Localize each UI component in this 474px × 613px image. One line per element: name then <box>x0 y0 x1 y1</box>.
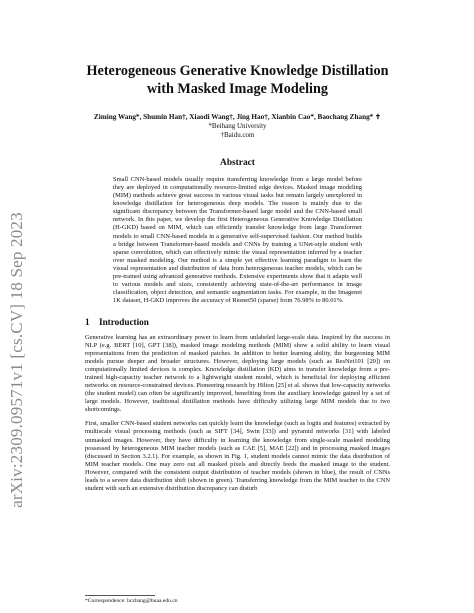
body-paragraph: Generative learning has an extraordinary power to learn from unlabeled large-scale data. Inspired by the success in NLP (e.g. BERT [10], GPT [38]), masked image modeling methods (MIM) show a solid ability to learn visual representations from the prediction of masked patches. In addition to better learning ability, the burgeoning MIM models pursue deeper and broader structures. However, deploying large models (such as ResNet101 [20]) on computationally limited devices is complex. Knowledge distillation (KD) aims to transfer knowledge from a pre-trained high-capacity teacher network to a lightweight student model, which is beneficial for deploying efficient networks on resource-constrained devices. Pioneering research by Hilton [25] et al. shows that low-capacity networks (the student model) can often be significantly improved, benefiting from the auxiliary knowledge gained by a set of large models. However, traditional distillation methods have difficulty utilizing large MIM models due to two shortcomings. <box>85 333 390 414</box>
footnote: *Correspondence: bczhang@buaa.edu.cn <box>85 598 178 604</box>
arxiv-id: arXiv:2309.09571v1 [cs.CV] 18 Sep 2023 <box>7 212 27 508</box>
paper-page <box>85 62 390 499</box>
arxiv-stamp <box>6 150 28 570</box>
abstract-heading: Abstract <box>220 158 255 169</box>
section-heading <box>85 317 390 327</box>
paper-title: Heterogeneous Generative Knowledge Distillation with Masked Image Modeling <box>86 63 389 97</box>
affiliation-1: *Beihang University <box>208 122 267 130</box>
section-number: 1 <box>85 316 90 327</box>
body-paragraph: First, smaller CNN-based student networks can quickly learn the knowledge (such as logits and features) extracted by multiscale visual processing methods (such as SIFT [34], Swin [33]) and pyramid networks [31] with labeled unmasked images. However, they have difficulty in learning the knowledge from single-scale masked modeling possessed by heterogeneous MIM teacher models (such as CAE [5], MAE [22]) and in processing masked images (discussed in Section 3.2.1). For example, as shown in Fig. 1, student models cannot mimic the data distribution of MIM teacher models. One may zero out all masked pixels and directly feeds the masked image to the student. However, compared with the consistent output distribution of teacher models (shown in blue), the result of CNNs leads to a severe data distribution shift (shown in green). Transferring knowledge from the MIM teacher to the CNN student with such an extensive distribution discrepancy can disturb <box>85 420 390 492</box>
author-list: Ziming Wang*, Shumin Han†, Xiaodi Wang†, Jing Hao†, Xianbin Cao*, Baochang Zhang* ✝ <box>93 113 382 121</box>
abstract-text: Small CNN-based models usually require transferring knowledge from a large model before they are deployed in computationally resource-limited edge devices. Masked image modeling (MIM) methods achieve great success in various visual tasks but remain largely unexplored in knowledge distillation for heterogeneous deep models. The reason is mainly due to the significant discrepancy between the Transformer-based large model and the CNN-based small network. In this paper, we develop the first Heterogeneous Generative Knowledge Distillation (H-GKD) based on MIM, which can efficiently transfer knowledge from large Transformer models to small CNN-based models in a generative self-supervised fashion. Our method builds a bridge between Transformer-based models and CNNs by training a UNet-style student with sparse convolution, which can effectively mimic the visual representation inferred by a teacher over masked modeling. Our method is a simple yet effective learning paradigm to learn the visual representation and distribution of data from heterogeneous teacher models, which can be pre-trained using advanced generative methods. Extensive experiments show that it adapts well to various models and sizes, consistently achieving state-of-the-art performance in image classification, object detection, and semantic segmentation tasks. For example, in the Imagenet 1K dataset, H-GKD improves the accuracy of Resnet50 (sparse) from 76.98% to 80.01%. <box>113 176 362 304</box>
affiliation-2: †Baidu.com <box>220 130 255 139</box>
section-title: Introduction <box>99 316 149 327</box>
footnote-rule <box>85 595 155 596</box>
